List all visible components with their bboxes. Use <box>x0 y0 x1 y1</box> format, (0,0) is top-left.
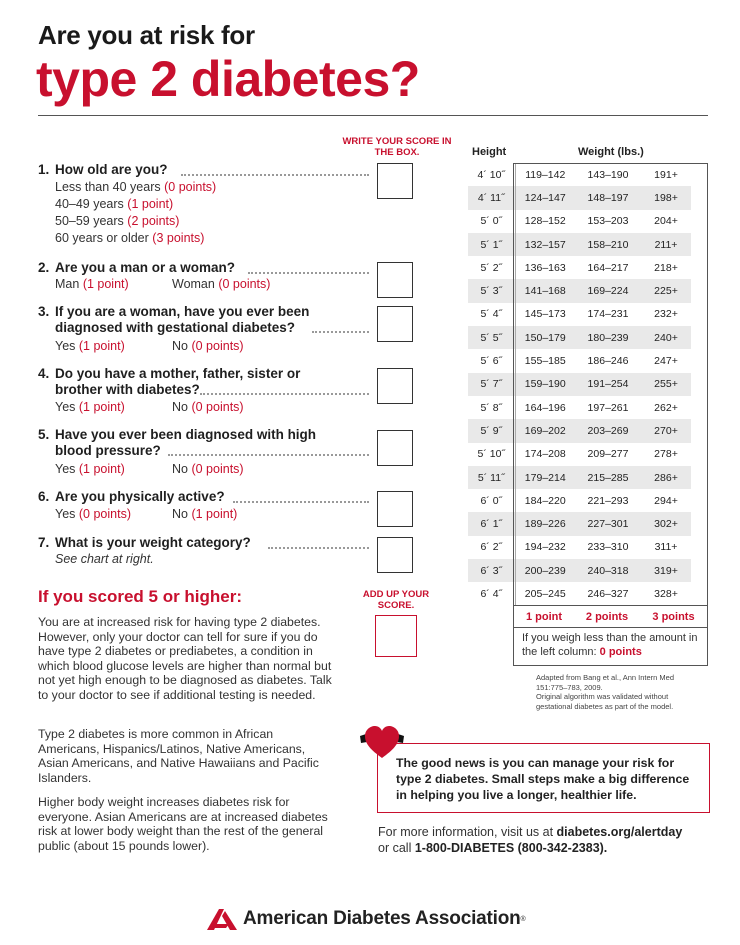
leader-dots <box>312 331 369 333</box>
table-row <box>468 419 691 442</box>
less-weight-note: If you weigh less than the amount in the left column: 0 points <box>513 628 708 666</box>
answer-option: No (0 points) <box>172 400 244 414</box>
weight-cell: 233–310 <box>587 541 629 554</box>
leader-dots <box>181 174 369 176</box>
weight-table <box>468 163 691 606</box>
answer-option: Man (1 point) <box>55 277 129 291</box>
weight-cell: 240–318 <box>575 559 641 582</box>
height-cell: 5´ 11˝ <box>468 466 515 489</box>
weight-cell: 128–152 <box>524 215 566 228</box>
answer-option: Yes (1 point) <box>55 400 125 414</box>
height-cell: 6´ 0˝ <box>468 489 515 512</box>
weight-cell: 197–261 <box>587 401 629 414</box>
org-name: American Diabetes Association <box>243 908 521 929</box>
weight-cell: 191–254 <box>575 373 641 396</box>
weight-cell: 169–202 <box>515 419 575 442</box>
table-row <box>468 186 691 209</box>
good-news-box: The good news is you can manage your risk for type 2 diabetes. Small steps make a big difference in helping you live a longer, healthier life. <box>377 743 710 813</box>
weight-cell: 169–224 <box>575 279 641 302</box>
weight-cell: 198+ <box>641 186 691 209</box>
height-cell: 5´ 5˝ <box>468 326 515 349</box>
leader-dots <box>233 501 369 503</box>
weight-cell: 136–163 <box>524 261 566 274</box>
title-line-1: Are you at risk for <box>38 20 255 50</box>
weight-cell: 189–226 <box>515 512 575 535</box>
citation: Adapted from Bang et al., Ann Intern Med 151:775–783, 2009. Original algorithm was validated without gestational diabetes as part of the model. <box>536 673 675 711</box>
answer-option: Woman (0 points) <box>172 277 271 291</box>
weight-cell: 132–157 <box>515 233 575 256</box>
weight-cell: 218+ <box>654 261 678 274</box>
height-cell: 5´ 4˝ <box>468 303 515 326</box>
table-row <box>468 279 691 302</box>
table-row <box>468 582 691 605</box>
question-7: 7. What is your weight category? <box>38 535 251 550</box>
weight-cell: 205–245 <box>524 587 566 600</box>
weight-cell: 319+ <box>641 559 691 582</box>
result-heading: If you scored 5 or higher: <box>38 587 243 606</box>
answer-option: 60 years or older (3 points) <box>55 231 205 245</box>
answer-option: No (1 point) <box>172 507 238 521</box>
weight-cell: 278+ <box>654 448 678 461</box>
points-3: 3 points <box>652 610 695 623</box>
weight-cell: 204+ <box>654 215 678 228</box>
weight-cell: 247+ <box>654 355 678 368</box>
answer-option: Yes (1 point) <box>55 339 125 353</box>
height-cell: 5´ 3˝ <box>468 279 515 302</box>
more-info: For more information, visit us at diabetes.org/alertday or call 1-800-DIABETES (800-342-2383). <box>378 825 683 855</box>
table-row <box>468 233 691 256</box>
question-2: 2. Are you a man or a woman? <box>38 260 236 275</box>
weight-cell: 232+ <box>654 308 678 321</box>
weight-cell: 164–217 <box>587 261 629 274</box>
leader-dots <box>200 393 369 395</box>
table-row <box>468 512 691 535</box>
answer-option: No (0 points) <box>172 339 244 353</box>
height-cell: 4´ 10˝ <box>468 163 515 186</box>
weight-cell: 150–179 <box>515 326 575 349</box>
table-row <box>468 326 691 349</box>
question-5-cont: blood pressure? <box>55 443 161 458</box>
points-row <box>513 605 708 628</box>
page-title: type 2 diabetes? <box>36 51 420 107</box>
height-cell: 5´ 10˝ <box>468 443 515 466</box>
table-row <box>468 373 691 396</box>
add-up-label: ADD UP YOUR SCORE. <box>362 589 430 611</box>
weight-cell: 159–190 <box>515 373 575 396</box>
height-cell: 5´ 0˝ <box>468 210 515 233</box>
height-cell: 5´ 8˝ <box>468 396 515 419</box>
leader-dots <box>248 272 369 274</box>
answer-option: 50–59 years (2 points) <box>55 214 180 228</box>
result-paragraph-1: You are at increased risk for having type 2 diabetes. However, only your doctor can tell for sure if you do have type 2 diabetes or prediabetes, a condition in which blood glucose levels are higher than normal but not yet high enough to be diagnosed as diabetes. Talk to your doctor to see if additional testing is needed. <box>38 615 332 702</box>
question-3-cont: diagnosed with gestational diabetes? <box>55 320 296 335</box>
weight-cell: 215–285 <box>575 466 641 489</box>
weight-cell: 240+ <box>641 326 691 349</box>
result-paragraph-2: Type 2 diabetes is more common in African Americans, Hispanics/Latinos, Native Americans, Asian Americans, and Native Hawaiians and Pacific Islanders. <box>38 727 319 785</box>
weight-cell: 209–277 <box>587 448 629 461</box>
weight-cell: 203–269 <box>575 419 641 442</box>
weight-cell: 164–196 <box>524 401 566 414</box>
ada-logo-icon <box>205 907 239 931</box>
weight-cell: 184–220 <box>524 494 566 507</box>
weight-cell: 227–301 <box>575 512 641 535</box>
weight-cell: 211+ <box>641 233 691 256</box>
weight-cell: 200–239 <box>515 559 575 582</box>
weight-cell: 148–197 <box>575 186 641 209</box>
footer-logo <box>205 907 526 931</box>
height-cell: 6´ 1˝ <box>468 512 515 535</box>
weight-cell: 141–168 <box>515 279 575 302</box>
height-cell: 4´ 11˝ <box>468 186 515 209</box>
height-cell: 6´ 4˝ <box>468 582 515 605</box>
table-row <box>468 256 691 279</box>
question-6: 6. Are you physically active? <box>38 489 225 504</box>
answer-option: 40–49 years (1 point) <box>55 197 174 211</box>
weight-header: Weight (lbs.) <box>578 146 644 158</box>
weight-cell: 255+ <box>641 373 691 396</box>
weight-cell: 302+ <box>641 512 691 535</box>
height-cell: 5´ 2˝ <box>468 256 515 279</box>
result-paragraph-3: Higher body weight increases diabetes risk for everyone. Asian Americans are at increased diabetes risk at lower body weight than the rest of the general public (about 15 pounds lower). <box>38 795 328 853</box>
answer-option: Less than 40 years (0 points) <box>55 180 217 194</box>
height-cell: 6´ 3˝ <box>468 559 515 582</box>
table-row <box>468 303 691 326</box>
weight-cell: 221–293 <box>587 494 629 507</box>
score-box-2[interactable] <box>377 262 413 298</box>
heart-icon <box>357 722 407 762</box>
table-row <box>468 443 691 466</box>
score-box-7[interactable] <box>377 537 413 573</box>
height-cell: 5´ 6˝ <box>468 349 515 372</box>
weight-cell: 174–231 <box>587 308 629 321</box>
phone-number[interactable]: 1-800-DIABETES (800-342-2383). <box>414 841 608 855</box>
score-box-5[interactable] <box>377 430 413 466</box>
weight-cell: 153–203 <box>587 215 629 228</box>
question-note: See chart at right. <box>55 552 154 566</box>
table-row <box>468 349 691 372</box>
leader-dots <box>168 454 369 456</box>
weight-cell: 119–142 <box>525 168 566 181</box>
table-row <box>468 396 691 419</box>
score-box-1[interactable] <box>377 163 413 199</box>
height-cell: 6´ 2˝ <box>468 536 515 559</box>
weight-cell: 174–208 <box>524 448 566 461</box>
table-row <box>468 536 691 559</box>
height-cell: 5´ 9˝ <box>468 419 515 442</box>
height-cell: 5´ 7˝ <box>468 373 515 396</box>
weight-cell: 270+ <box>641 419 691 442</box>
weight-cell: 158–210 <box>575 233 641 256</box>
weight-cell: 311+ <box>654 541 678 554</box>
height-header: Height <box>472 146 507 158</box>
divider <box>38 115 708 116</box>
question-1: 1. How old are you? <box>38 162 168 177</box>
answer-option: Yes (1 point) <box>55 462 125 476</box>
weight-cell: 186–246 <box>587 355 629 368</box>
answer-option: Yes (0 points) <box>55 507 131 521</box>
write-score-label: WRITE YOUR SCORE IN THE BOX. <box>342 136 452 158</box>
weight-cell: 179–214 <box>515 466 575 489</box>
weight-cell: 124–147 <box>515 186 575 209</box>
weight-cell: 262+ <box>654 401 678 414</box>
website-link[interactable]: diabetes.org/alertday <box>556 825 683 839</box>
total-score-box[interactable] <box>375 615 417 657</box>
table-row <box>468 210 691 233</box>
table-row <box>468 163 691 186</box>
table-row <box>468 559 691 582</box>
points-2: 2 points <box>585 610 629 623</box>
weight-cell: 294+ <box>654 494 678 507</box>
weight-cell: 286+ <box>641 466 691 489</box>
score-box-4[interactable] <box>377 368 413 404</box>
weight-cell: 180–239 <box>575 326 641 349</box>
weight-cell: 246–327 <box>587 587 629 600</box>
points-1: 1 point <box>525 610 563 623</box>
question-3: 3. If you are a woman, have you ever been <box>38 304 310 319</box>
weight-cell: 155–185 <box>524 355 566 368</box>
question-4-cont: brother with diabetes? <box>55 382 200 397</box>
table-row <box>468 466 691 489</box>
weight-cell: 328+ <box>654 587 678 600</box>
leader-dots <box>268 547 369 549</box>
weight-cell: 194–232 <box>524 541 566 554</box>
score-box-3[interactable] <box>377 306 413 342</box>
registered-mark: ® <box>520 915 526 923</box>
answer-option: No (0 points) <box>172 462 244 476</box>
question-4: 4. Do you have a mother, father, sister or <box>38 366 301 381</box>
table-row <box>468 489 691 512</box>
weight-cell: 145–173 <box>524 308 566 321</box>
question-5: 5. Have you ever been diagnosed with high <box>38 427 317 442</box>
height-cell: 5´ 1˝ <box>468 233 515 256</box>
weight-cell: 225+ <box>641 279 691 302</box>
weight-cell: 191+ <box>654 168 678 181</box>
score-box-6[interactable] <box>377 491 413 527</box>
weight-cell: 143–190 <box>587 168 629 181</box>
